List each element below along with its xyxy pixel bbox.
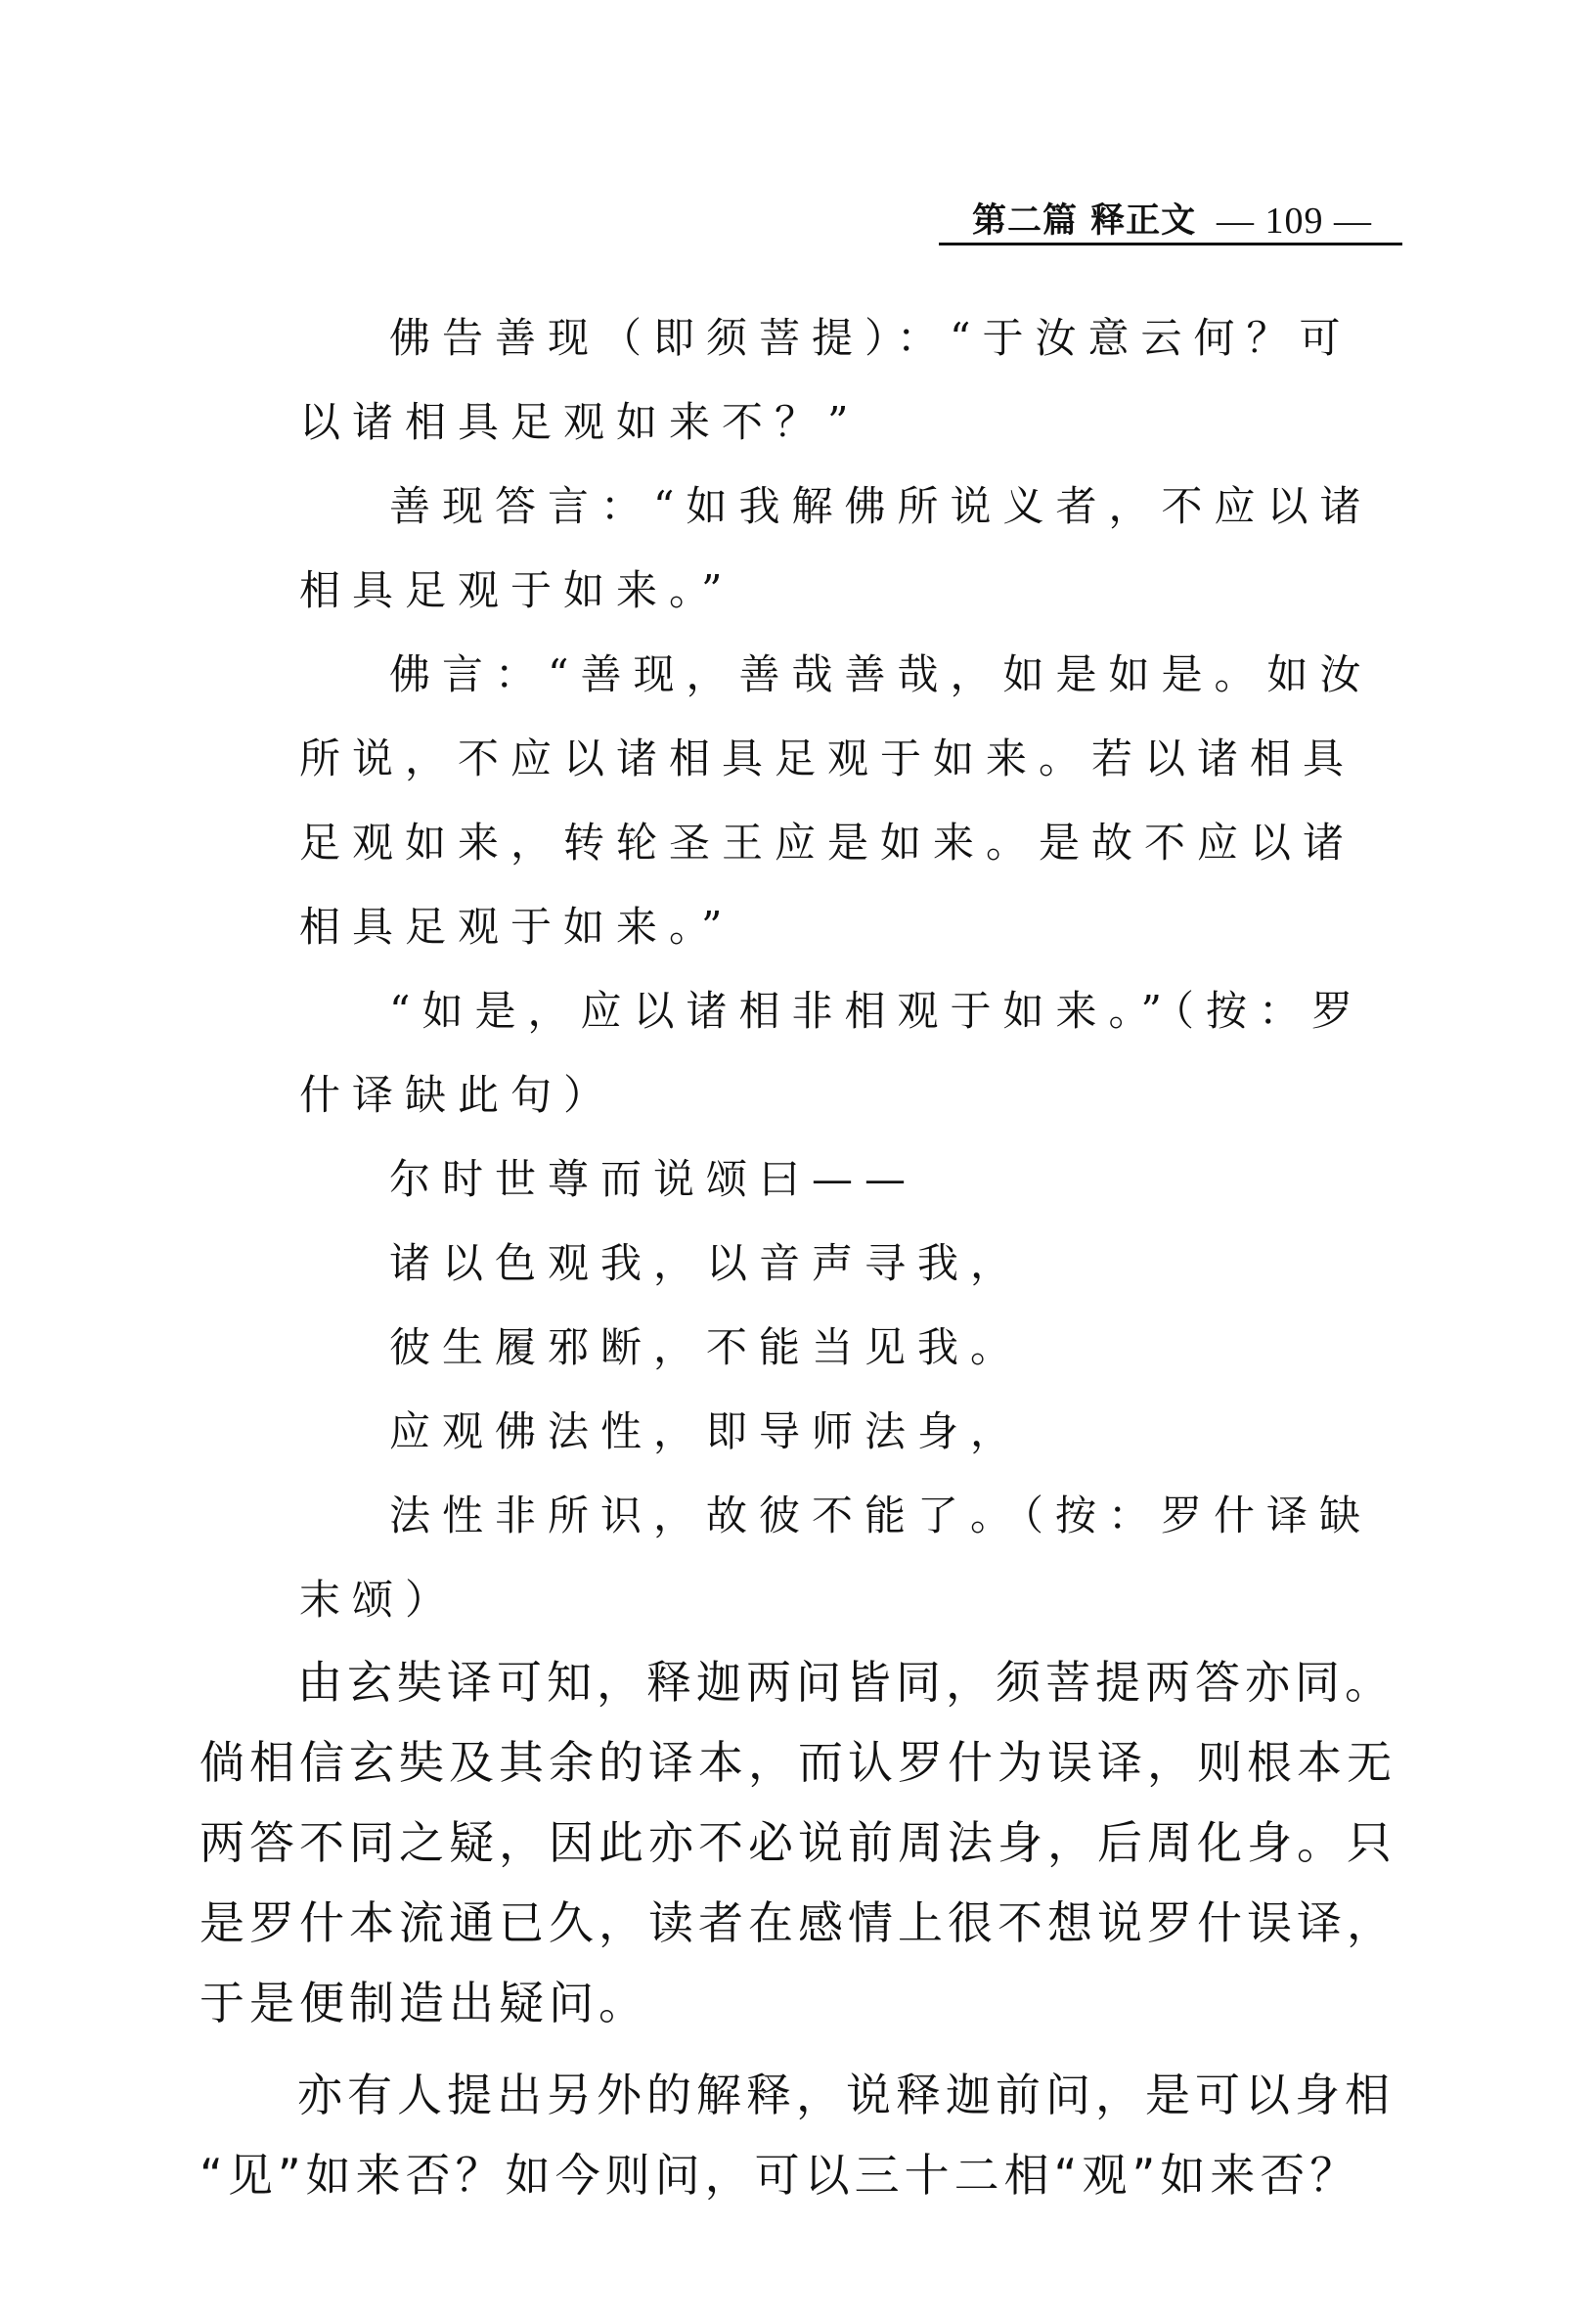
sutra-line: 什译缺此句） xyxy=(299,1071,617,1119)
sutra-line: 以诸相具足观如来不？” xyxy=(299,398,861,446)
verse-intro-line: 尔时世尊而说颂曰—— xyxy=(389,1155,918,1203)
sutra-line: 所说，不应以诸相具足观于如来。若以诸相具 xyxy=(299,735,1356,782)
verse-line: 应观佛法性，即导师法身， xyxy=(389,1407,1024,1455)
paragraph-line: 倘相信玄奘及其余的译本，而认罗什为误译，则根本无 xyxy=(200,1736,1396,1789)
paragraph-line: 由玄奘译可知，释迦两问皆同，须菩提两答亦同。 xyxy=(297,1656,1395,1709)
paragraph-line: 两答不同之疑，因此亦不必说前周法身，后周化身。只 xyxy=(200,1816,1396,1869)
sutra-line: 相具足观于如来。” xyxy=(299,566,734,614)
verse-line: 诸以色观我，以音声寻我， xyxy=(389,1239,1024,1287)
page-number: — 109 — xyxy=(1217,200,1372,242)
verse-line: 法性非所识，故彼不能了。（按：罗什译缺 xyxy=(389,1492,1373,1539)
paragraph-line: 亦有人提出另外的解释，说释迦前问，是可以身相 xyxy=(297,2069,1395,2121)
sutra-line: 佛言：“善现，善哉善哉，如是如是。如汝 xyxy=(389,650,1373,698)
sutra-line: 末颂） xyxy=(299,1576,459,1624)
sutra-line: 善现答言：“如我解佛所说义者，不应以诸 xyxy=(389,482,1373,530)
paragraph-line: “见”如来否？如今则问，可以三十二相“观”如来否？ xyxy=(200,2149,1360,2202)
paragraph-line: 于是便制造出疑问。 xyxy=(200,1977,648,2029)
sutra-line: “如是，应以诸相非相观于如来。”（按：罗 xyxy=(389,987,1364,1035)
chapter-title: 第二篇 释正文 xyxy=(972,201,1197,241)
paragraph-line: 是罗什本流通已久，读者在感情上很不想说罗什误译， xyxy=(200,1896,1396,1949)
sutra-line: 足观如来，转轮圣王应是如来。是故不应以诸 xyxy=(299,819,1356,867)
sutra-line: 相具足观于如来。” xyxy=(299,903,734,951)
verse-line: 彼生履邪断，不能当见我。 xyxy=(389,1323,1024,1371)
sutra-line: 佛告善现（即须菩提）：“于汝意云何？可 xyxy=(389,314,1352,362)
running-header xyxy=(939,200,1402,245)
